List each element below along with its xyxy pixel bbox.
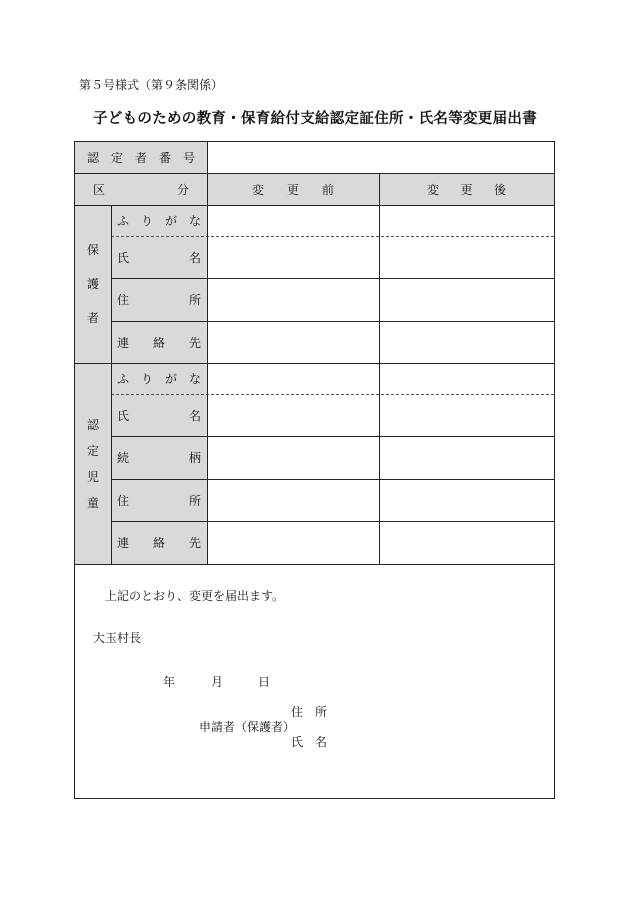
- date-year-label: 年: [163, 675, 176, 689]
- grid-line-dashed: [111, 394, 554, 395]
- grid-line: [111, 479, 554, 480]
- guardian-group-label: 保 護 者: [75, 205, 111, 363]
- child-contact-before[interactable]: [207, 521, 379, 564]
- addressee: 大玉村長: [93, 631, 142, 645]
- child-group-label: 認 定 児 童: [75, 363, 111, 564]
- child-contact-label: 連 絡 先: [111, 521, 207, 564]
- date-month-label: 月: [211, 675, 224, 689]
- grid-line: [75, 173, 554, 174]
- child-address-after[interactable]: [379, 479, 554, 521]
- guardian-name-after[interactable]: [379, 236, 554, 278]
- child-furigana-before[interactable]: [207, 363, 379, 394]
- header-category: 区 分: [75, 173, 207, 205]
- guardian-address-label: 住 所: [111, 278, 207, 321]
- guardian-address-after[interactable]: [379, 278, 554, 321]
- applicant-label: 申請者（保護者）: [199, 720, 296, 734]
- certificate-number-label: 認 定 者 番 号: [75, 142, 207, 173]
- applicant-name-label: 氏 名: [291, 735, 328, 749]
- grid-line-dashed: [111, 236, 554, 237]
- child-name-after[interactable]: [379, 394, 554, 436]
- header-after-change: 変 更 後: [379, 173, 554, 205]
- child-relationship-before[interactable]: [207, 436, 379, 479]
- date-day-label: 日: [258, 675, 271, 689]
- child-name-before[interactable]: [207, 394, 379, 436]
- child-address-before[interactable]: [207, 479, 379, 521]
- grid-line: [207, 142, 208, 564]
- grid-line: [75, 564, 554, 565]
- guardian-furigana-before[interactable]: [207, 205, 379, 236]
- grid-line: [379, 173, 380, 564]
- notice-statement: 上記のとおり、変更を届出ます。: [105, 589, 285, 603]
- guardian-contact-before[interactable]: [207, 321, 379, 363]
- grid-line: [75, 205, 554, 206]
- child-contact-after[interactable]: [379, 521, 554, 564]
- guardian-contact-label: 連 絡 先: [111, 321, 207, 363]
- child-furigana-after[interactable]: [379, 363, 554, 394]
- guardian-name-before[interactable]: [207, 236, 379, 278]
- grid-line: [111, 278, 554, 279]
- child-name-label: 氏 名: [111, 394, 207, 436]
- grid-line: [111, 521, 554, 522]
- child-relationship-after[interactable]: [379, 436, 554, 479]
- applicant-address-label: 住 所: [291, 705, 328, 719]
- header-before-change: 変 更 前: [207, 173, 379, 205]
- grid-line: [111, 205, 112, 564]
- form-table: [74, 141, 555, 799]
- document-title: 子どものための教育・保育給付支給認定証住所・氏名等変更届出書: [93, 110, 537, 127]
- guardian-name-label: 氏 名: [111, 236, 207, 278]
- certificate-number-field[interactable]: [207, 142, 554, 173]
- grid-line: [111, 436, 554, 437]
- child-relationship-label: 続 柄: [111, 436, 207, 479]
- child-furigana-label: ふ り が な: [111, 363, 207, 394]
- grid-line: [111, 321, 554, 322]
- grid-line: [75, 363, 554, 364]
- guardian-furigana-label: ふ り が な: [111, 205, 207, 236]
- form-number: 第５号様式（第９条関係）: [79, 78, 224, 92]
- guardian-contact-after[interactable]: [379, 321, 554, 363]
- guardian-address-before[interactable]: [207, 278, 379, 321]
- guardian-furigana-after[interactable]: [379, 205, 554, 236]
- child-address-label: 住 所: [111, 479, 207, 521]
